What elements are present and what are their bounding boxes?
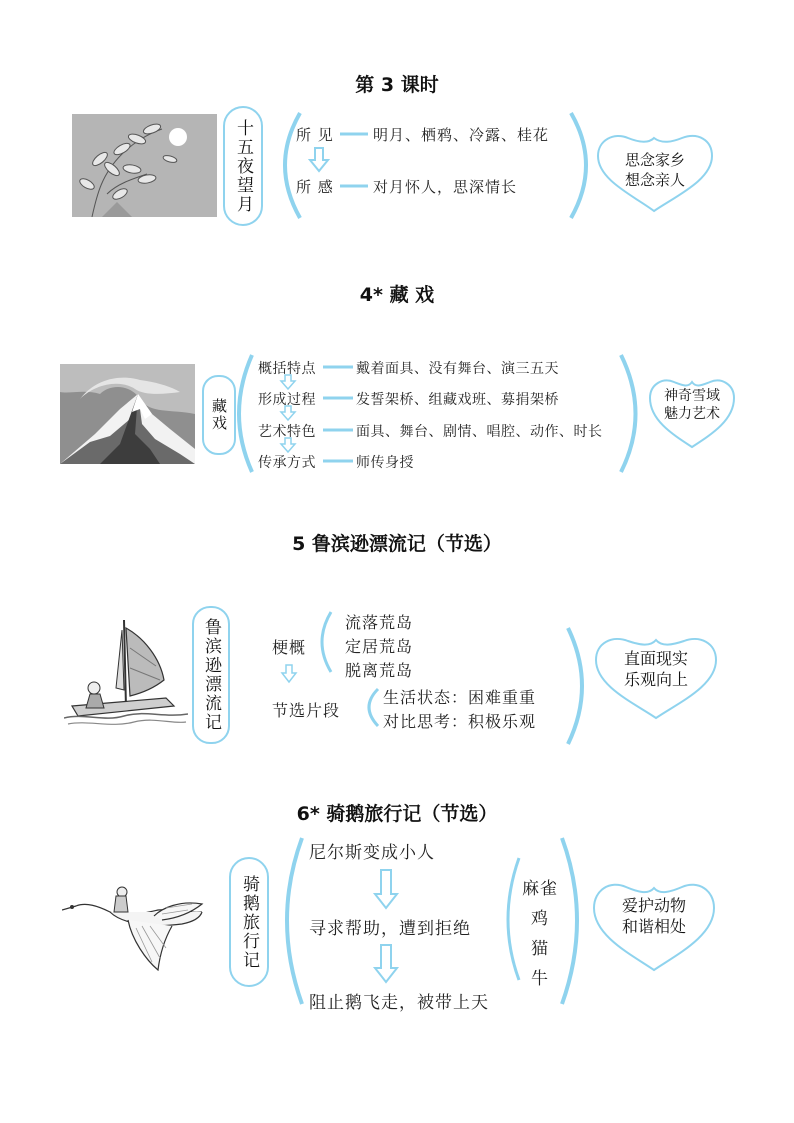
row-content: 对月怀人，思深情长 bbox=[373, 178, 518, 196]
lesson-name-box bbox=[202, 375, 236, 455]
heart-line: 乐观向上 bbox=[623, 670, 688, 689]
left-bracket bbox=[369, 689, 378, 726]
row-content: 戴着面具、没有舞台、演三五天 bbox=[356, 361, 559, 377]
lesson-name: 骑鹅旅行记 bbox=[239, 874, 259, 970]
down-arrow-icon bbox=[282, 665, 296, 682]
lesson-name: 藏戏 bbox=[210, 398, 228, 432]
branch-items bbox=[383, 686, 536, 734]
story-step: 尼尔斯变成小人 bbox=[309, 843, 435, 863]
branch-label: 梗概 bbox=[272, 638, 307, 657]
row-content: 明月、栖鸦、冷露、桂花 bbox=[373, 126, 550, 144]
animal-item: 牛 bbox=[531, 969, 549, 989]
animal-item: 鸡 bbox=[531, 909, 549, 929]
lesson-name: 鲁滨逊漂流记 bbox=[201, 618, 221, 732]
branch-items bbox=[345, 611, 413, 683]
heart-line: 想念亲人 bbox=[624, 171, 685, 189]
heart-line: 思念家乡 bbox=[624, 151, 685, 169]
section-title: 4* 藏 戏 bbox=[359, 284, 435, 306]
right-bracket bbox=[571, 113, 586, 218]
heart-line: 直面现实 bbox=[623, 649, 688, 668]
row-label: 形成过程 bbox=[258, 392, 316, 408]
heart-text bbox=[604, 648, 708, 690]
section-title: 第 3 课时 bbox=[355, 74, 439, 96]
left-bracket bbox=[287, 838, 302, 1004]
down-arrow-icon bbox=[310, 148, 328, 171]
heart-text bbox=[652, 387, 732, 423]
branch-item: 对比思考：积极乐观 bbox=[383, 712, 537, 731]
right-bracket bbox=[621, 355, 636, 472]
heart-line: 和谐相处 bbox=[621, 917, 686, 936]
story-step: 寻求帮助，遭到拒绝 bbox=[309, 919, 471, 939]
branch-item: 脱离荒岛 bbox=[345, 661, 414, 680]
animal-list bbox=[520, 874, 560, 994]
animal-item: 猫 bbox=[531, 939, 549, 959]
snow-mountain-illustration bbox=[60, 364, 195, 464]
raft-sail-illustration bbox=[64, 618, 188, 730]
left-bracket bbox=[508, 858, 519, 980]
row-label: 所 见 bbox=[296, 126, 334, 144]
lesson-name-box bbox=[229, 857, 269, 987]
left-bracket bbox=[322, 612, 331, 672]
branch-item: 流落荒岛 bbox=[345, 613, 414, 632]
row-label: 传承方式 bbox=[258, 455, 316, 471]
section-title: 5 鲁滨逊漂流记（节选） bbox=[292, 533, 502, 555]
lesson-name-box bbox=[192, 606, 230, 744]
goose-rider-illustration bbox=[62, 884, 208, 972]
branch-label: 节选片段 bbox=[272, 701, 341, 720]
lesson-name: 十五夜望月 bbox=[233, 118, 253, 214]
down-arrow-icon bbox=[375, 870, 397, 908]
left-bracket bbox=[239, 355, 252, 472]
heart-line: 神奇雪域 bbox=[664, 388, 720, 404]
lesson-name-box bbox=[223, 106, 263, 226]
animal-item: 麻雀 bbox=[522, 879, 558, 899]
heart-text bbox=[604, 150, 706, 190]
branch-item: 定居荒岛 bbox=[345, 637, 414, 656]
branch-item: 生活状态：困难重重 bbox=[383, 688, 537, 707]
moon-tree-illustration bbox=[72, 114, 217, 217]
row-label: 概括特点 bbox=[258, 361, 316, 377]
row-label: 艺术特色 bbox=[258, 424, 316, 440]
heart-text bbox=[600, 895, 708, 937]
story-step: 阻止鹅飞走，被带上天 bbox=[309, 993, 489, 1013]
right-bracket bbox=[562, 838, 577, 1004]
row-content: 发誓架桥、组藏戏班、募捐架桥 bbox=[356, 392, 559, 408]
section-title: 6* 骑鹅旅行记（节选） bbox=[296, 803, 498, 825]
right-bracket bbox=[568, 628, 582, 744]
row-content: 面具、舞台、剧情、唱腔、动作、时长 bbox=[356, 424, 603, 440]
heart-line: 爱护动物 bbox=[621, 896, 686, 915]
heart-line: 魅力艺术 bbox=[664, 406, 720, 422]
row-label: 所 感 bbox=[296, 178, 334, 196]
down-arrow-icon bbox=[375, 945, 397, 982]
row-content: 师传身授 bbox=[356, 455, 414, 471]
